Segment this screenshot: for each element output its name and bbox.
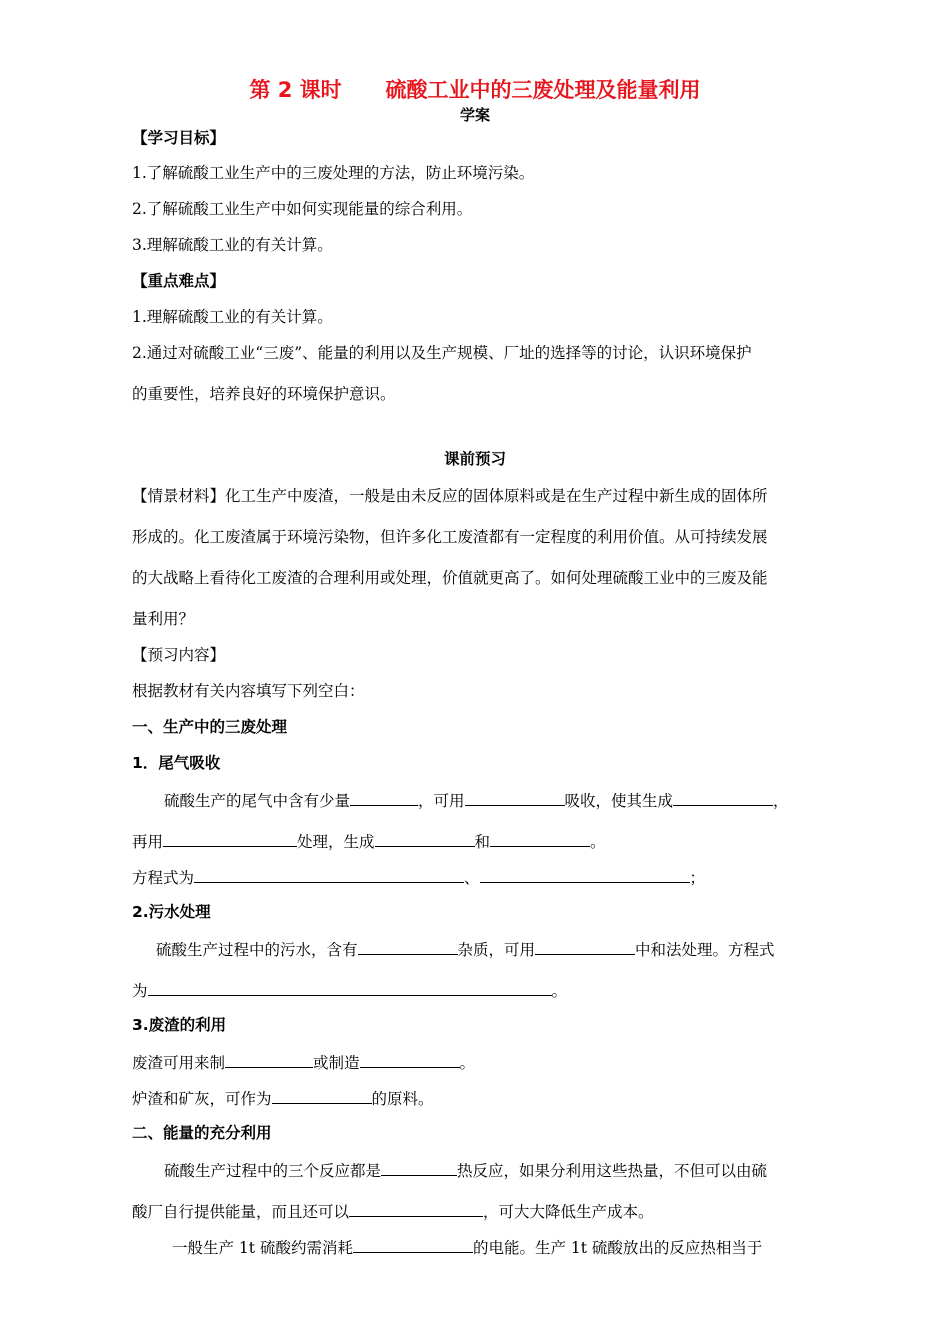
fill-blank[interactable] xyxy=(375,830,475,847)
text: 、 xyxy=(464,869,480,887)
text: 硫酸生产的尾气中含有少量 xyxy=(164,792,351,810)
objective-item: 1.了解硫酸工业生产中的三废处理的方法，防止环境污染。 xyxy=(132,164,535,182)
tail-gas-equation xyxy=(132,866,705,888)
text: 一般生产 1t 硫酸约需消耗 xyxy=(172,1239,353,1257)
energy-line1 xyxy=(164,1159,767,1181)
text: 硫酸生产过程中的污水，含有 xyxy=(156,941,358,959)
text: 和 xyxy=(474,833,491,851)
fill-blank[interactable] xyxy=(163,830,297,847)
key-points-heading: 【重点难点】 xyxy=(132,272,226,290)
scenario-text: 形成的。化工废渣属于环境污染物，但许多化工废渣都有一定程度的利用价值。从可持续发展 xyxy=(132,528,768,546)
scenario-text: 【情景材料】化工生产中废渣，一般是由未反应的固体原料或是在生产过程中新生成的固体所 xyxy=(132,487,768,505)
page-subtitle: 学案 xyxy=(459,106,490,124)
text: 中和法处理。方程式 xyxy=(635,941,775,959)
preview-instruction: 根据教材有关内容填写下列空白： xyxy=(132,682,365,700)
energy-line3 xyxy=(172,1236,762,1258)
fill-blank[interactable] xyxy=(480,866,690,883)
text: 。 xyxy=(590,833,606,851)
scenario-text: 的大战略上看待化工废渣的合理利用或处理，价值就更高了。如何处理硫酸工业中的三废及能 xyxy=(132,569,768,587)
text: 。 xyxy=(551,982,568,1000)
key-point-item-cont: 的重要性，培养良好的环境保护意识。 xyxy=(132,385,396,403)
fill-blank[interactable] xyxy=(673,789,773,806)
fill-blank[interactable] xyxy=(148,979,552,996)
text: ，可大大降低生产成本。 xyxy=(483,1203,654,1221)
wastewater-line1 xyxy=(156,938,775,960)
text: 热反应，如果分利用这些热量，不但可以由硫 xyxy=(457,1162,768,1180)
fill-blank[interactable] xyxy=(465,789,565,806)
wastewater-heading: 2.污水处理 xyxy=(132,903,211,921)
page-title: 第 2 课时 硫酸工业中的三废处理及能量利用 xyxy=(249,78,701,102)
fill-blank[interactable] xyxy=(353,1236,473,1253)
text: 或制造 xyxy=(313,1054,360,1072)
fill-blank[interactable] xyxy=(358,938,458,955)
wastewater-line2 xyxy=(132,979,567,1001)
fill-blank[interactable] xyxy=(360,1051,460,1068)
text: 吸收，使其生成 xyxy=(564,792,674,810)
slag-line2 xyxy=(132,1087,434,1109)
text: ，可用 xyxy=(418,792,465,810)
preview-content-heading: 【预习内容】 xyxy=(132,646,226,664)
text: 为 xyxy=(132,982,148,1000)
text: 炉渣和矿灰，可作为 xyxy=(132,1090,272,1108)
fill-blank[interactable] xyxy=(350,789,418,806)
key-point-item: 1.理解硫酸工业的有关计算。 xyxy=(132,308,333,326)
fill-blank[interactable] xyxy=(381,1159,457,1176)
text: 处理，生成 xyxy=(297,833,375,851)
objective-item: 2.了解硫酸工业生产中如何实现能量的综合利用。 xyxy=(132,200,473,218)
text: 的电能。生产 1t 硫酸放出的反应热相当于 xyxy=(472,1239,763,1257)
fill-blank[interactable] xyxy=(535,938,635,955)
text: 酸厂自行提供能量，而且还可以 xyxy=(132,1203,350,1221)
fill-blank[interactable] xyxy=(272,1087,372,1104)
preview-heading: 课前预习 xyxy=(443,450,506,468)
text: 。 xyxy=(459,1054,476,1072)
text: ， xyxy=(773,792,789,810)
fill-blank[interactable] xyxy=(490,830,590,847)
text: ； xyxy=(689,869,706,887)
objective-item: 3.理解硫酸工业的有关计算。 xyxy=(132,236,333,254)
key-point-item: 2.通过对硫酸工业“三废”、能量的利用以及生产规模、厂址的选择等的讨论，认识环境保护 xyxy=(132,344,752,362)
tail-gas-line1 xyxy=(164,789,789,811)
slag-line1 xyxy=(132,1051,475,1073)
text: 方程式为 xyxy=(132,869,195,887)
fill-blank[interactable] xyxy=(194,866,464,883)
section2-heading: 二、能量的充分利用 xyxy=(132,1124,272,1142)
text: 再用 xyxy=(132,833,164,851)
fill-blank[interactable] xyxy=(349,1200,483,1217)
slag-heading: 3.废渣的利用 xyxy=(132,1016,227,1034)
tail-gas-heading: 1．尾气吸收 xyxy=(132,754,221,772)
energy-line2 xyxy=(132,1200,654,1222)
fill-blank[interactable] xyxy=(225,1051,313,1068)
scenario-text: 量利用？ xyxy=(132,610,195,628)
section1-heading: 一、生产中的三废处理 xyxy=(132,718,288,736)
text: 的原料。 xyxy=(371,1090,434,1108)
tail-gas-line2 xyxy=(132,830,606,852)
text: 硫酸生产过程中的三个反应都是 xyxy=(164,1162,382,1180)
text: 废渣可用来制 xyxy=(132,1054,226,1072)
text: 杂质，可用 xyxy=(457,941,536,959)
objectives-heading: 【学习目标】 xyxy=(132,129,226,147)
